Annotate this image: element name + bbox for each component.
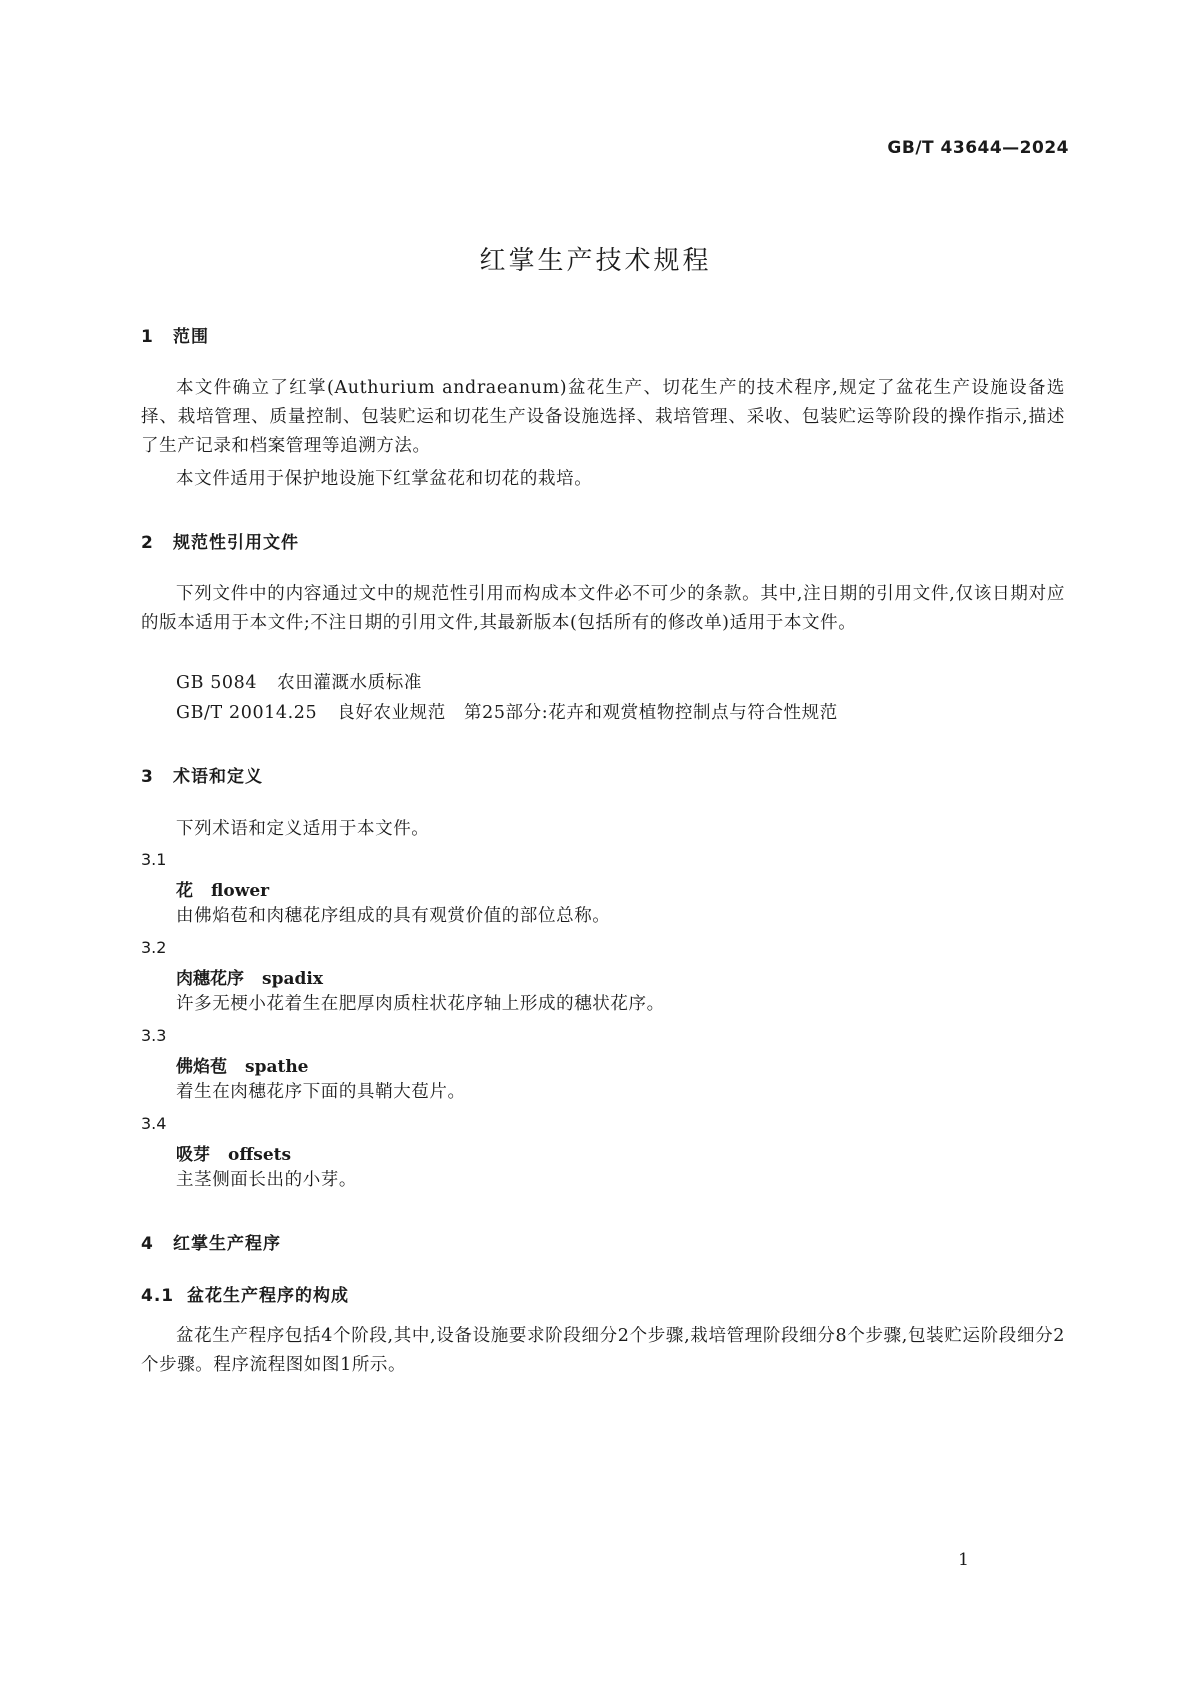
- term-en: spathe: [245, 1057, 309, 1077]
- section-3-heading: [141, 762, 1065, 787]
- section-1-paragraph-2: 本文件适用于保护地设施下红掌盆花和切花的栽培。: [176, 469, 593, 489]
- term-number: 3.2: [141, 938, 167, 957]
- subsection-title: 盆花生产程序的构成: [187, 1286, 349, 1306]
- term-entry: [141, 964, 1100, 989]
- term-zh: 花: [176, 881, 193, 901]
- term-entry: [141, 1052, 1100, 1077]
- reference-code: GB 5084: [176, 673, 258, 693]
- page-number: 1: [958, 1550, 969, 1570]
- section-4-heading: [141, 1229, 1065, 1254]
- standard-code: GB/T 43644—2024: [887, 138, 1069, 158]
- subsection-number: 4.1: [141, 1286, 175, 1306]
- section-title: 规范性引用文件: [173, 533, 299, 553]
- reference-code: GB/T 20014.25: [176, 703, 318, 723]
- section-title: 红掌生产程序: [173, 1234, 281, 1254]
- section-number: 1: [141, 327, 154, 347]
- term-en: flower: [211, 881, 270, 901]
- term-zh: 肉穗花序: [176, 969, 244, 989]
- document-title: 红掌生产技术规程: [479, 246, 712, 276]
- section-2-heading: [141, 528, 1065, 553]
- normative-reference-1: [141, 669, 1100, 698]
- subsection-4-1-paragraph: 盆花生产程序包括4个阶段,其中,设备设施要求阶段细分2个步骤,栽培管理阶段细分8个步骤,包装贮运阶段细分2个步骤。程序流程图如图1所示。: [141, 1326, 1065, 1375]
- reference-title: 良好农业规范 第25部分:花卉和观赏植物控制点与符合性规范: [337, 703, 838, 723]
- section-number: 4: [141, 1234, 154, 1254]
- term-en: spadix: [262, 969, 323, 989]
- section-1-paragraph-1: 本文件确立了红掌(Authurium andraeanum)盆花生产、切花生产的技术程序,规定了盆花生产设施设备选择、栽培管理、质量控制、包装贮运和切花生产设备设施选择、栽培管理、采收、包装贮运等阶段的操作指示,描述了生产记录和档案管理等追溯方法。: [141, 378, 1065, 456]
- term-en: offsets: [228, 1145, 292, 1165]
- term-definition: 许多无梗小花着生在肥厚肉质柱状花序轴上形成的穗状花序。: [176, 994, 665, 1014]
- term-number: 3.4: [141, 1114, 167, 1133]
- subsection-4-1-heading: [141, 1281, 1065, 1306]
- section-title: 范围: [173, 327, 209, 347]
- section-title: 术语和定义: [173, 767, 263, 787]
- section-3-intro: 下列术语和定义适用于本文件。: [176, 819, 430, 839]
- term-definition: 主茎侧面长出的小芽。: [176, 1170, 357, 1190]
- term-zh: 佛焰苞: [176, 1057, 227, 1077]
- reference-title: 农田灌溉水质标准: [277, 673, 422, 693]
- term-entry: [141, 1140, 1100, 1165]
- term-number: 3.1: [141, 850, 167, 869]
- section-2-paragraph-1: 下列文件中的内容通过文中的规范性引用而构成本文件必不可少的条款。其中,注日期的引用文件,仅该日期对应的版本适用于本文件;不注日期的引用文件,其最新版本(包括所有的修改单)适用于本文件。: [141, 584, 1065, 633]
- term-entry: [141, 876, 1100, 901]
- section-number: 2: [141, 533, 154, 553]
- term-definition: 由佛焰苞和肉穗花序组成的具有观赏价值的部位总称。: [176, 906, 611, 926]
- term-zh: 吸芽: [176, 1145, 210, 1165]
- section-number: 3: [141, 767, 154, 787]
- section-1-heading: [141, 322, 1065, 347]
- term-number: 3.3: [141, 1026, 167, 1045]
- term-definition: 着生在肉穗花序下面的具鞘大苞片。: [176, 1082, 466, 1102]
- normative-reference-2: [141, 699, 1100, 728]
